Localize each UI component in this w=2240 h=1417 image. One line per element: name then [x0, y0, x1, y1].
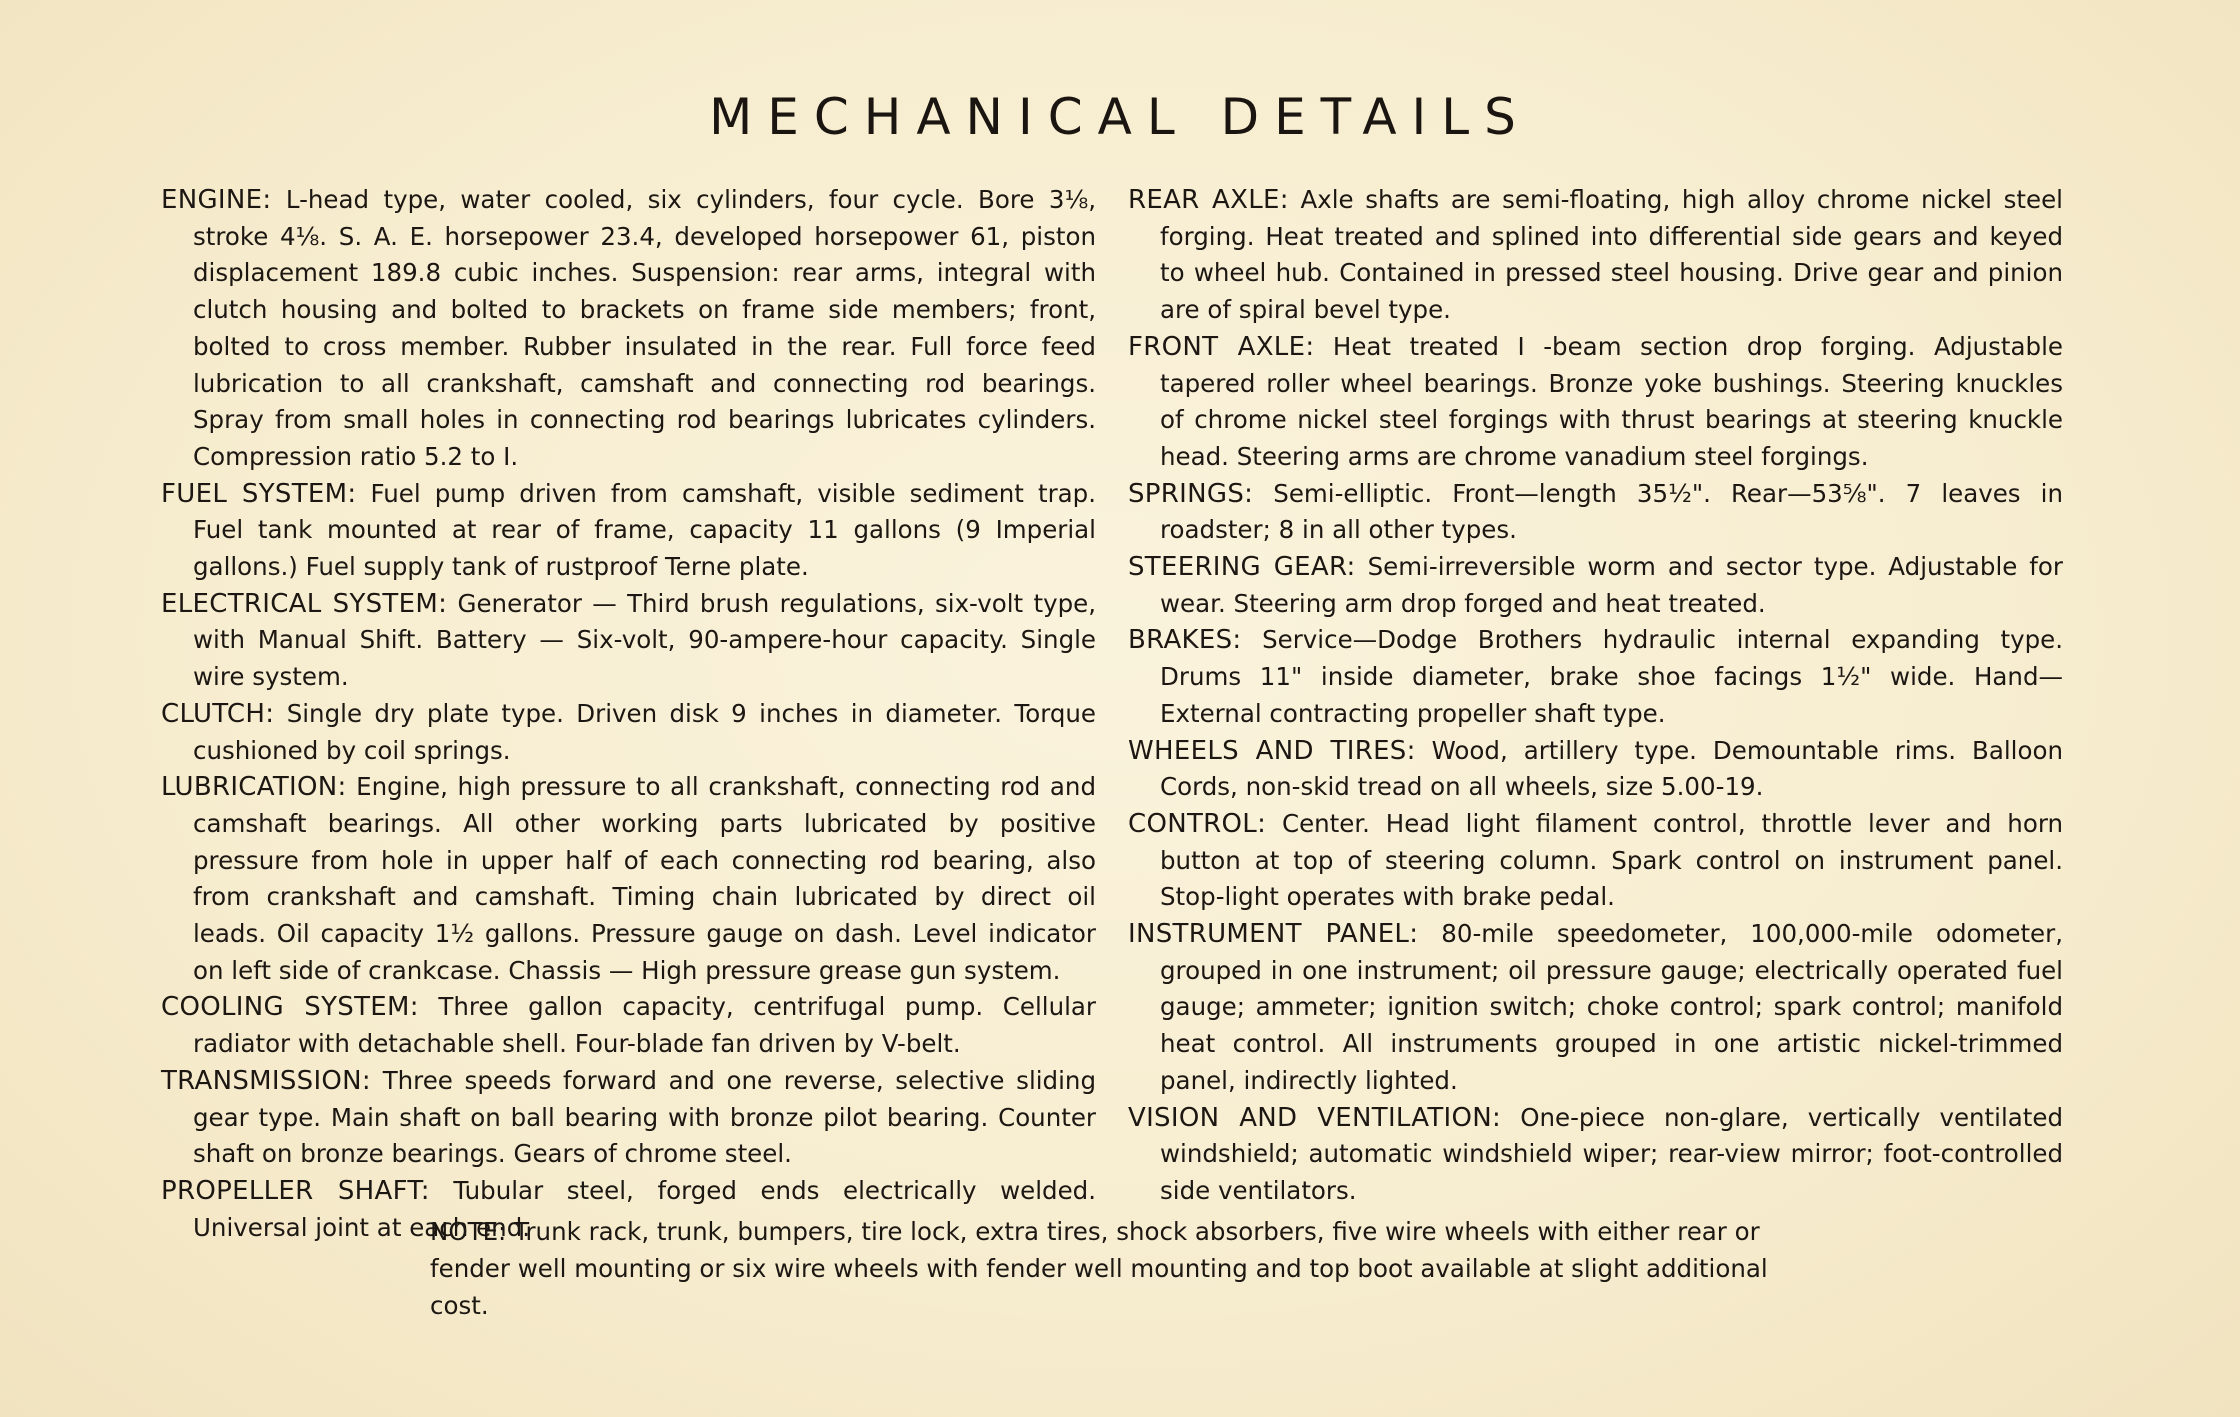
- spec-entry-vision-and-ventilation: [1128, 1100, 2063, 1210]
- spec-entry-engine: [161, 182, 1096, 476]
- left-column: [161, 182, 1096, 1246]
- spec-body: Semi-irreversible worm and sector type. Adjustable for wear. Steering arm drop forged and heat treated.: [1160, 552, 2063, 618]
- spec-entry-steering-gear: [1128, 549, 2063, 622]
- spec-body: Tubular steel, forged ends electrically welded. Universal joint at each end.: [193, 1175, 1096, 1242]
- spec-heading: VISION AND VENTILATION:: [1128, 1102, 1502, 1133]
- spec-entry-lubrication: [161, 769, 1096, 989]
- spec-body: Heat treated I -beam section drop forging. Adjustable tapered roller wheel bearings. Bronze yoke bushings. Steering knuckles of chrome nickel steel forgings with thrust bearings at steering knuckle head. Steering arms are chrome vanadium steel forgings.: [1160, 331, 2063, 471]
- footnote-line: NOTE: Trunk rack, trunk, bumpers, tire lock, extra tires, shock absorbers, five wire wheels with either rear or: [430, 1217, 1760, 1246]
- spec-body: 80-mile speedometer, 100,000-mile odometer, grouped in one instrument; oil pressure gauge; electrically operated fuel gauge; ammeter; ignition switch; choke control; spark control; manifold heat control. All instruments grouped in one artistic nickel-trimmed panel, indirectly lighted.: [1160, 919, 2063, 1095]
- spec-entry-instrument-panel: [1128, 916, 2063, 1100]
- spec-entry-brakes: [1128, 622, 2063, 732]
- spec-body: Generator — Third brush regulations, six-volt type, with Manual Shift. Battery — Six-volt, 90-ampere-hour capacity. Single wire system.: [193, 588, 1096, 692]
- spec-body: One-piece non-glare, vertically ventilated windshield; automatic windshield wiper; rear-view mirror; foot-controlled side ventilators.: [1160, 1102, 2064, 1205]
- spec-heading: CLUTCH:: [161, 698, 275, 729]
- footnote: [430, 1213, 1810, 1324]
- spec-entry-cooling-system: [161, 989, 1096, 1062]
- spec-body: L-head type, water cooled, six cylinders, four cycle. Bore 3⅛, stroke 4⅛. S. A. E. horsepower 23.4, developed horsepower 61, piston displacement 189.8 cubic inches. Suspension: rear arms, integral with clutch housing and bolted to brackets on frame side members; front, bolted to cross member. Rubber insulated in the rear. Full force feed lubrication to all crankshaft, camshaft and connecting rod bearings. Spray from small holes in connecting rod bearings lubricates cylinders. Compression ratio 5.2 to I.: [193, 185, 1096, 471]
- spec-body: Axle shafts are semi-floating, high alloy chrome nickel steel forging. Heat treated and splined into differential side gears and keyed to wheel hub. Contained in pressed steel housing. Drive gear and pinion are of spiral bevel type.: [1160, 185, 2063, 325]
- spec-body: Three gallon capacity, centrifugal pump. Cellular radiator with detachable shell. Four-blade fan driven by V-belt.: [193, 992, 1096, 1059]
- spec-heading: LUBRICATION:: [161, 772, 347, 803]
- spec-heading: REAR AXLE:: [1128, 185, 1289, 215]
- spec-entry-springs: [1128, 476, 2063, 549]
- spec-heading: COOLING SYSTEM:: [161, 992, 419, 1023]
- spec-entry-transmission: [161, 1063, 1096, 1173]
- spec-entry-wheels-and-tires: [1128, 733, 2063, 806]
- spec-body: Center. Head light filament control, throttle lever and horn button at top of steering column. Spark control on instrument panel. Stop-light operates with brake pedal.: [1160, 808, 2063, 912]
- spec-heading: FRONT AXLE:: [1128, 331, 1315, 362]
- spec-body: Fuel pump driven from camshaft, visible sediment trap. Fuel tank mounted at rear of frame, capacity 11 gallons (9 Imperial gallons.) Fuel supply tank of rustproof Terne plate.: [193, 478, 1096, 582]
- footnote-line: fender well mounting or six wire wheels with fender well mounting and top boot available at slight additional cost.: [430, 1254, 1768, 1320]
- spec-body: Semi-elliptic. Front—length 35½". Rear—53⅝". 7 leaves in roadster; 8 in all other types.: [1160, 478, 2063, 545]
- spec-heading: PROPELLER SHAFT:: [161, 1175, 430, 1206]
- spec-entry-electrical-system: [161, 586, 1096, 696]
- page-title: MECHANICAL DETAILS: [709, 88, 1531, 146]
- spec-entry-control: [1128, 806, 2063, 916]
- spec-body: Three speeds forward and one reverse, selective sliding gear type. Main shaft on ball bearing with bronze pilot bearing. Counter shaft on bronze bearings. Gears of chrome steel.: [193, 1065, 1096, 1169]
- spec-heading: ENGINE:: [161, 185, 272, 215]
- spec-heading: WHEELS AND TIRES:: [1128, 735, 1416, 766]
- right-column: [1128, 182, 2063, 1210]
- spec-heading: INSTRUMENT PANEL:: [1128, 919, 1419, 950]
- spec-body: Engine, high pressure to all crankshaft, connecting rod and camshaft bearings. All other working parts lubricated by positive pressure from hole in upper half of each connecting rod bearing, also from crankshaft and camshaft. Timing chain lubricated by direct oil leads. Oil capacity 1½ gallons. Pressure gauge on dash. Level indicator on left side of crankcase. Chassis — High pressure grease gun system.: [193, 772, 1096, 985]
- spec-heading: CONTROL:: [1128, 808, 1267, 839]
- spec-entry-fuel-system: [161, 476, 1096, 586]
- spec-body: Single dry plate type. Driven disk 9 inches in diameter. Torque cushioned by coil springs.: [193, 698, 1096, 765]
- spec-body: Service—Dodge Brothers hydraulic internal expanding type. Drums 11" inside diameter, brake shoe facings 1½" wide. Hand—External contracting propeller shaft type.: [1160, 625, 2063, 728]
- spec-heading: TRANSMISSION:: [161, 1065, 371, 1096]
- spec-entry-clutch: [161, 696, 1096, 769]
- spec-heading: ELECTRICAL SYSTEM:: [161, 588, 448, 619]
- spec-entry-front-axle: [1128, 329, 2063, 476]
- spec-body: Wood, artillery type. Demountable rims. Balloon Cords, non-skid tread on all wheels, size 5.00-19.: [1160, 735, 2063, 802]
- spec-heading: BRAKES:: [1128, 625, 1242, 656]
- spec-heading: FUEL SYSTEM:: [161, 478, 357, 509]
- spec-heading: STEERING GEAR:: [1128, 552, 1356, 583]
- spec-heading: SPRINGS:: [1128, 478, 1254, 509]
- spec-entry-rear-axle: [1128, 182, 2063, 329]
